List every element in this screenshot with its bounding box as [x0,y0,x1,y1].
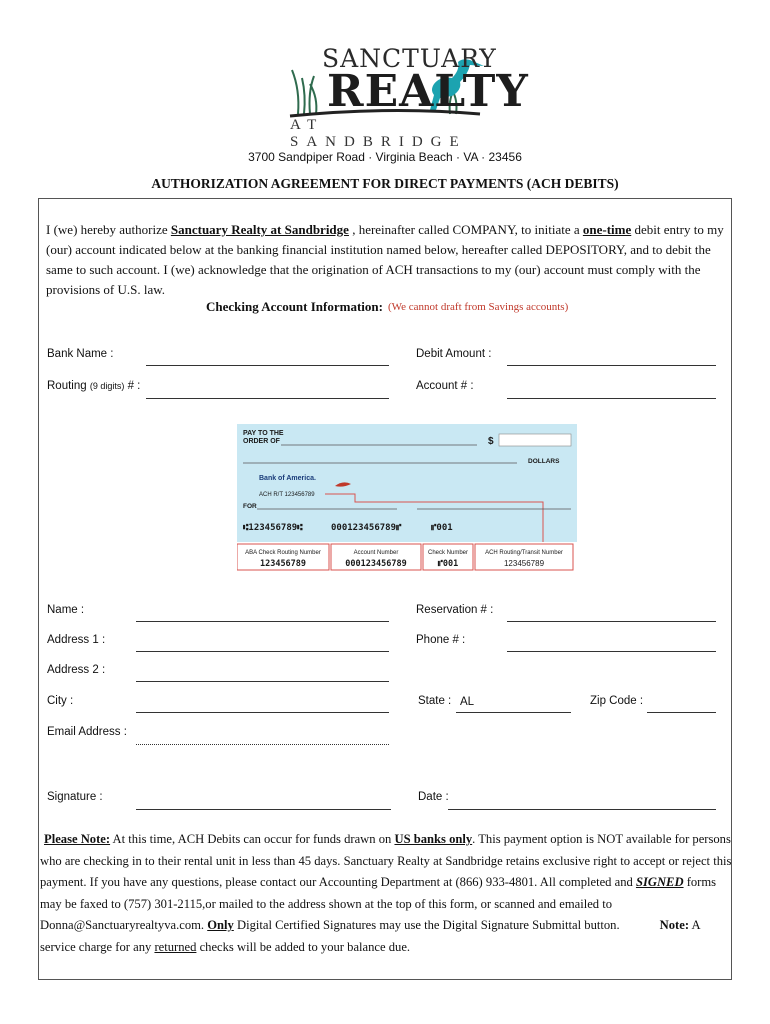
form-title: AUTHORIZATION AGREEMENT FOR DIRECT PAYMENTS (ACH DEBITS) [151,176,619,191]
ach-value: 123456789 [503,559,545,568]
account-label: Account # : [416,380,474,392]
state-field[interactable] [456,712,571,713]
company-name: Sanctuary Realty at Sandbridge [170,222,349,237]
account-field[interactable] [507,398,716,399]
please-note-block [40,829,732,958]
note-part3: forms may be faxed to (757) 301-2115,or mailed to the address shown at the top of this form, or scanned and emailed to Donna@Sanctuaryrealtyva.com. [40,875,717,932]
routing-text: Routing [47,380,87,392]
micr-account: 000123456789⑈ [331,523,402,533]
note-part5: A service charge for any [40,918,700,954]
intro-part1: I (we) hereby authorize [46,222,171,237]
company-logo [280,40,529,150]
note-part4: Digital Certified Signatures may use the Digital Signature Submittal button. [233,918,620,932]
state-value[interactable]: AL [460,696,475,708]
debit-amount-field[interactable] [507,365,716,366]
note-part6: checks will be added to your balance due. [196,939,411,954]
checking-note: (We cannot draft from Savings accounts) [388,301,569,313]
intro-part3: debit entry to my (our) account indicated below at the banking financial institution named below, hereafter called DEPOSITORY, and to debit the same to such account. I (we) acknowledge that the origination of ACH transactions to my (our) account must comply with the provisions of U.S. law. [46,222,724,297]
city-label: City : [47,695,74,707]
check-pay-to-1: PAY TO THE [243,430,284,437]
check-pay-to-2: ORDER OF [243,438,280,445]
bank-name-label: Bank Name : [47,348,114,360]
date-label: Date : [418,791,449,803]
signed-text: SIGNED [635,875,684,889]
account-number-label: Account Number [353,550,399,556]
one-time-text: one-time [582,222,632,237]
name-label: Name : [47,604,85,616]
authorization-text [46,220,726,300]
address2-label: Address 2 : [47,664,106,676]
note-part1: At this time, ACH Debits can occur for funds drawn on [110,832,395,846]
micr-check: ⑈001 [431,523,453,533]
company-address: 3700 Sandpiper Road · Virginia Beach · VA · 23456 [248,150,522,164]
account-number-value: 000123456789 [345,559,407,569]
check-amount-box [499,434,571,446]
zip-label: Zip Code : [590,695,644,707]
sample-check-graphic [237,424,577,572]
micr-routing: ⑆123456789⑆ [243,523,303,533]
intro-part2: , hereinafter called COMPANY, to initiate a [348,222,583,237]
aba-value: 123456789 [259,559,307,569]
us-banks-text: US banks only [394,832,473,846]
reservation-field[interactable] [507,621,716,622]
logo-line3: AT SANDBRIDGE [290,117,467,150]
date-field[interactable] [448,809,716,810]
check-dollars-label: DOLLARS [528,458,560,465]
routing-label [47,380,140,392]
ach-label: ACH Routing/Transit Number [485,550,563,556]
check-number-value: ⑈001 [437,559,459,569]
aba-label: ABA Check Routing Number [245,550,321,556]
address1-field[interactable] [136,651,389,652]
address1-label: Address 1 : [47,634,106,646]
signature-field[interactable] [136,809,391,810]
email-field[interactable] [136,744,389,745]
zip-field[interactable] [647,712,716,713]
returned-text: returned [154,939,197,954]
logo-line1: SANCTUARY [322,44,497,73]
routing-hint: (9 digits) [89,381,125,391]
note-part2: . This payment option is NOT available for persons who are checking in to their rental unit in less than 45 days. Sanctuary Realty at Sandbridge retains exclusive right to accept or reject this payment. If you have any questions, please contact our Accounting Department at (866) 933-4801. All completed and [40,832,732,889]
email-label: Email Address : [47,726,127,738]
name-field[interactable] [136,621,389,622]
sample-check-image [237,424,577,572]
address2-field[interactable] [136,681,389,682]
logo-line2: REALTY [327,66,529,117]
phone-label: Phone # : [416,634,466,646]
check-dollar-sign: $ [488,436,494,447]
please-note-heading: Please Note: [44,832,111,846]
city-field[interactable] [136,712,389,713]
check-ach-rt: ACH R/T 123456789 [259,492,315,498]
signature-label: Signature : [47,791,103,803]
check-number-label: Check Number [427,550,469,556]
state-label: State : [418,695,452,707]
note-label: Note: [659,918,690,932]
bank-name-field[interactable] [146,365,389,366]
checking-title: Checking Account Information: [206,299,383,314]
check-bank-name: Bank of America. [259,475,316,482]
routing-hash: # : [127,380,141,392]
only-text: Only [207,918,234,932]
debit-amount-label: Debit Amount : [416,348,492,360]
reservation-label: Reservation # : [416,604,494,616]
phone-field[interactable] [507,651,716,652]
check-for-label: FOR [243,503,257,510]
routing-field[interactable] [146,398,389,399]
